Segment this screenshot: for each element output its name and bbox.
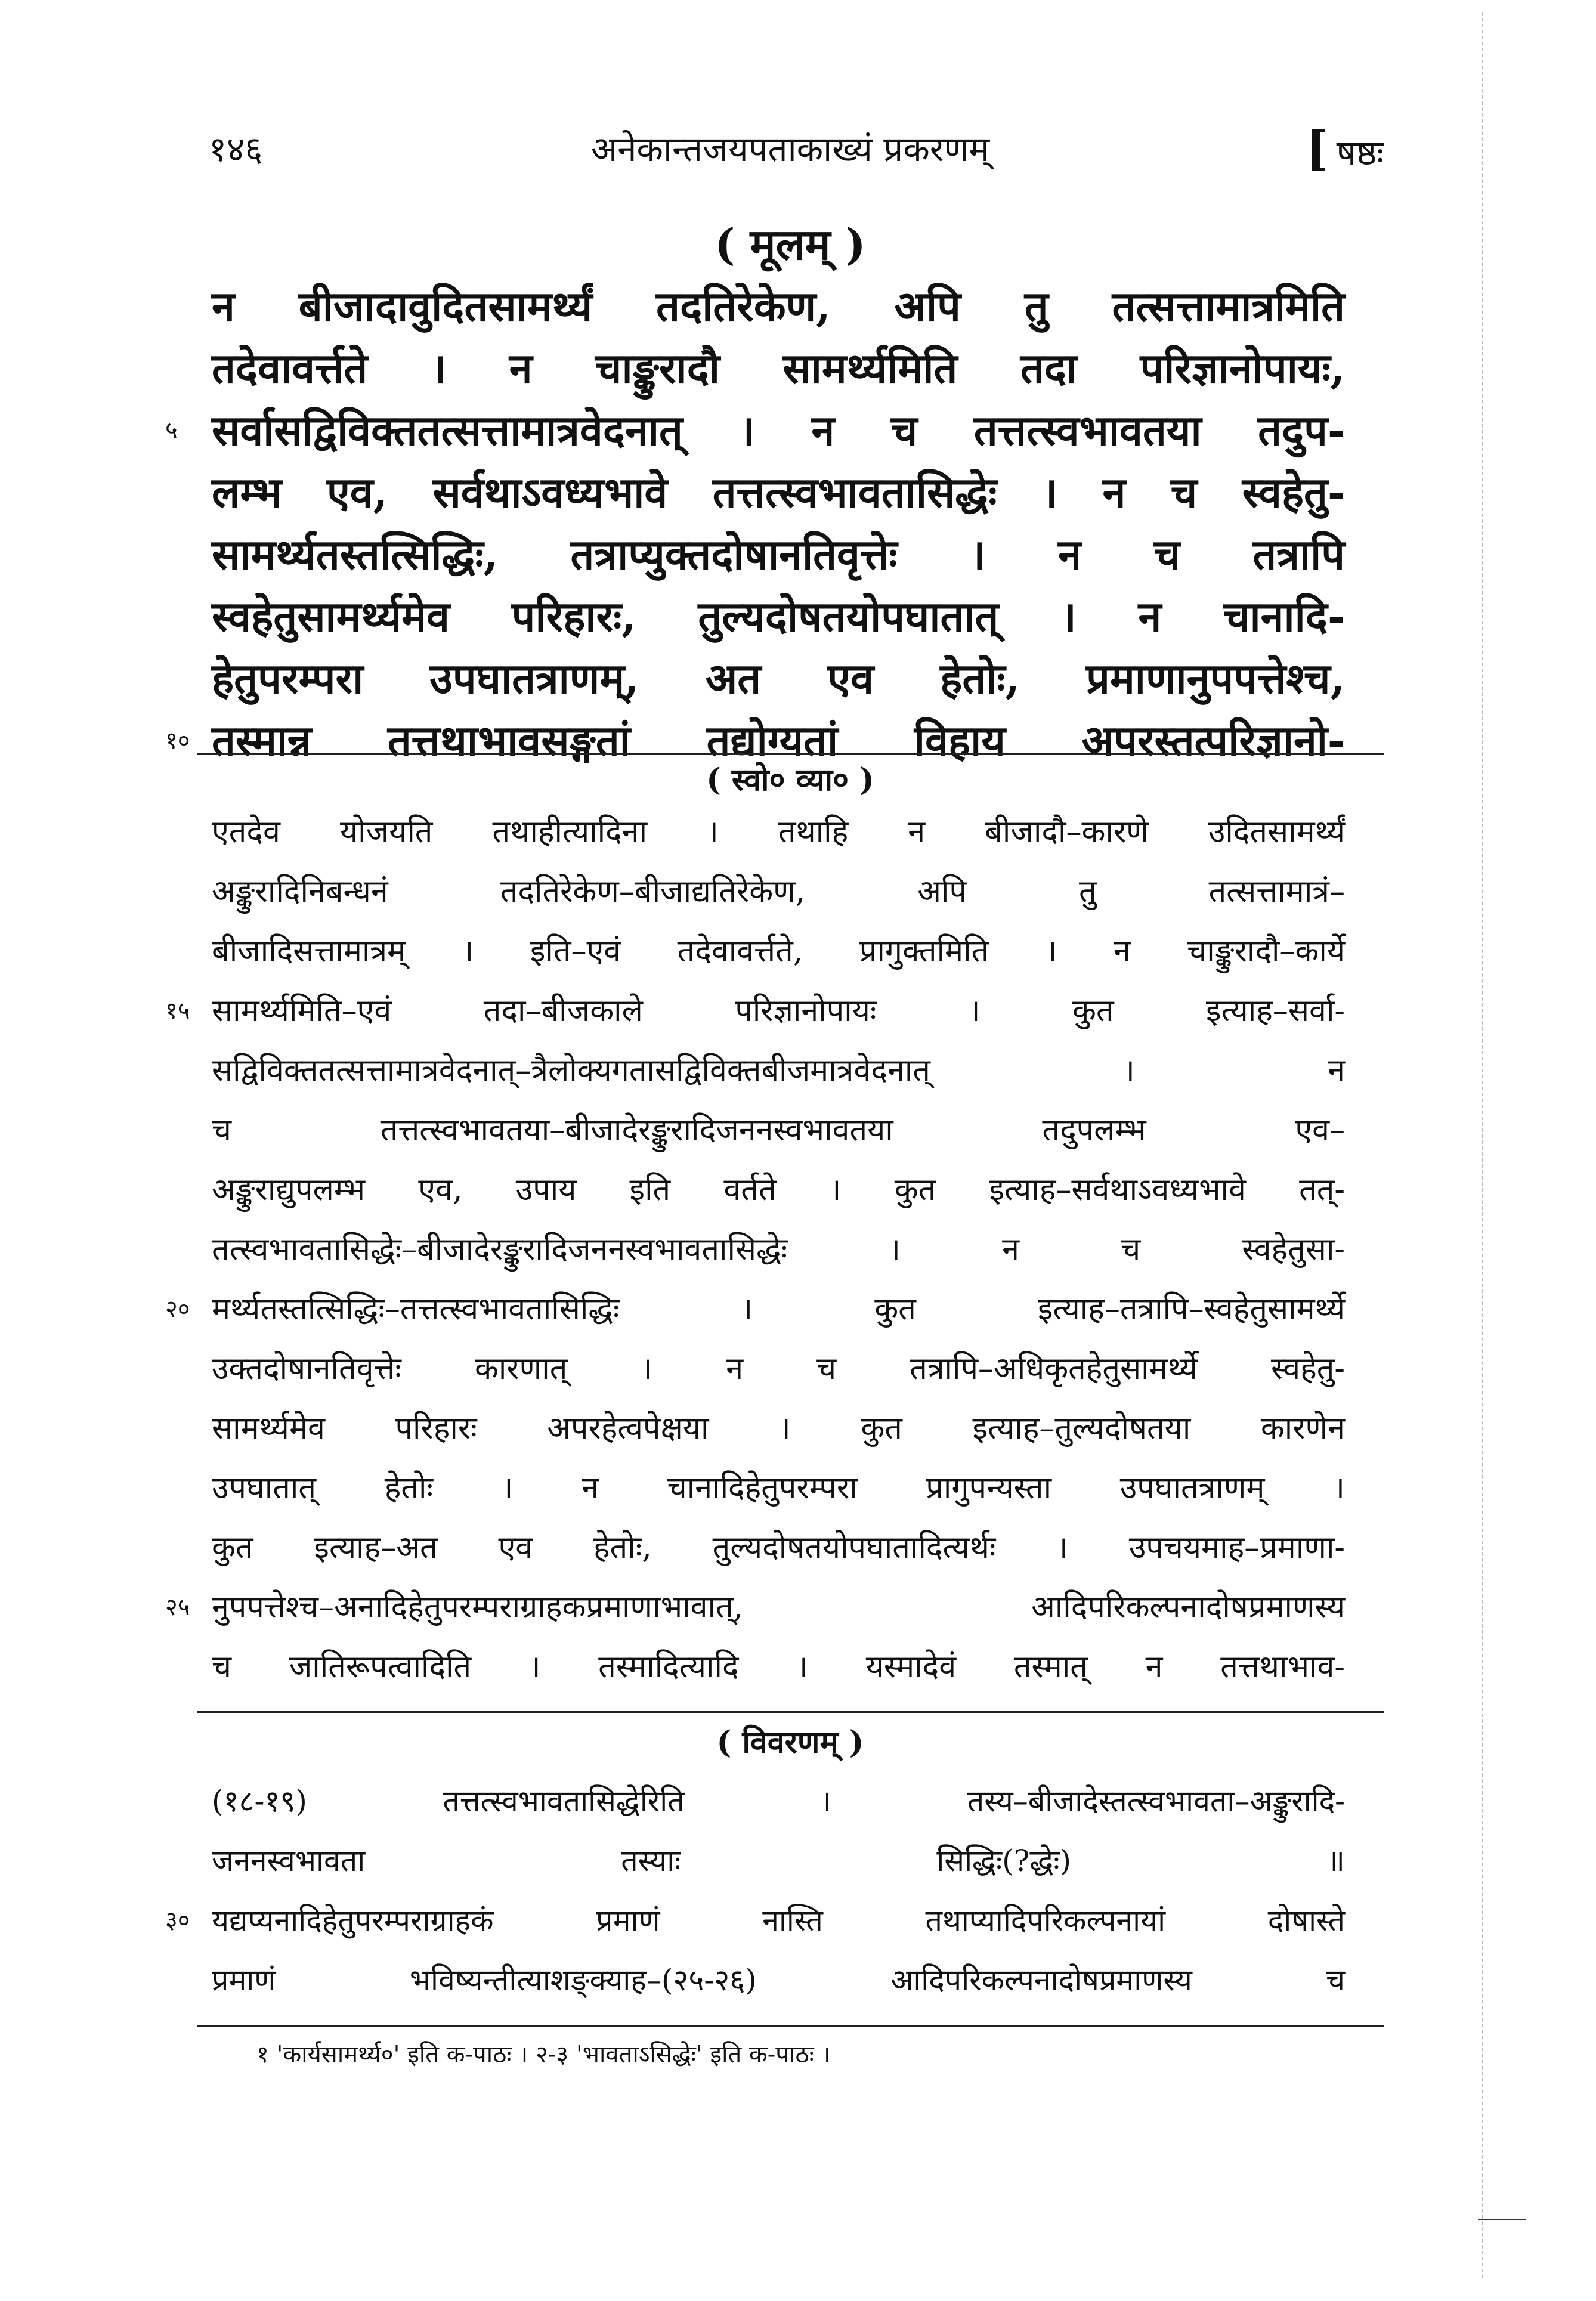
line-text: सामर्थ्यमिति–एवं तदा–बीजकाले परिज्ञानोपायः । कुत इत्याह–सर्वा- (212, 993, 1345, 1029)
line-text: च तत्तत्स्वभावतया–बीजादेरङ्कुरादिजननस्वभावतया तदुपलम्भ एव– (212, 1112, 1345, 1148)
line-number: २० (165, 1295, 190, 1323)
line-text: मर्थ्यतस्तत्सिद्धिः–तत्तत्स्वभावतासिद्धिः । कुत इत्याह–तत्रापि–स्वहेतुसामर्थ्ये (212, 1291, 1345, 1327)
edge-mark (1478, 2219, 1526, 2220)
text-line (212, 524, 1345, 586)
line-text: कुत इत्याह–अत एव हेतोः, तुल्यदोषतयोपघातादित्यर्थः । उपचयमाह–प्रमाणा- (212, 1530, 1345, 1566)
line-text: सर्वासद्विविक्ततत्सत्तामात्रवेदनात् । न च तत्तत्स्वभावतया तदुप- (212, 406, 1345, 455)
vivaranam-heading: ( विवरणम् ) (716, 1724, 864, 1761)
line-number: ५ (165, 417, 178, 444)
text-line (212, 276, 1345, 338)
text-line (165, 1891, 1345, 1950)
text-line (212, 1100, 1345, 1160)
text-line (212, 1831, 1345, 1891)
text-line (165, 1279, 1345, 1339)
text-line (212, 1637, 1345, 1697)
vivaranam-commentary (165, 1771, 1345, 2010)
text-line (212, 338, 1345, 400)
page-number: १४६ (209, 129, 263, 169)
line-text: प्रमाणं भविष्यन्तीत्याशङ्क्याह–(२५-२६) आदिपरिकल्पनादोषप्रमाणस्य च (212, 1963, 1345, 1997)
line-number: १० (165, 727, 190, 754)
section-divider (197, 753, 1384, 755)
line-text: तदेवावर्त्तते । न चाङ्कुरादौ सामर्थ्यमिति तदा परिज्ञानोपायः, (212, 344, 1345, 393)
chapter-bracket: [ (1306, 122, 1328, 176)
footnote-divider (197, 2025, 1384, 2027)
svopajna-commentary (165, 802, 1345, 1697)
mool-text (165, 276, 1345, 772)
text-line (212, 862, 1345, 921)
svopajna-heading: ( स्वो० व्या० ) (706, 762, 874, 798)
line-text: उक्तदोषानतिवृत्तेः कारणात् । न च तत्रापि–अधिकृतहेतुसामर्थ्ये स्वहेतु- (212, 1351, 1345, 1387)
page-edge (1482, 12, 1483, 2278)
text-line (212, 1160, 1345, 1220)
text-line (165, 400, 1345, 462)
line-text: उपघातात् हेतोः । न चानादिहेतुपरम्परा प्रागुपन्यस्ता उपघातत्राणम् । (212, 1470, 1345, 1506)
text-line (212, 802, 1345, 862)
text-line (212, 462, 1345, 524)
line-number: २५ (165, 1594, 190, 1621)
line-text: बीजादिसत्तामात्रम् । इति–एवं तदेवावर्त्तते, प्रागुक्तमिति । न चाङ्कुरादौ–कार्ये (212, 933, 1345, 969)
line-text: हेतुपरम्परा उपघातत्राणम्, अत एव हेतोः, प्रमाणानुपपत्तेश्च, (212, 654, 1345, 703)
line-text: जननस्वभावता तस्याः सिद्धिः(?द्धेः) ॥ (212, 1844, 1345, 1878)
chapter-label (1306, 122, 1384, 180)
line-text: स्वहेतुसामर्थ्यमेव परिहारः, तुल्यदोषतयोपघातात् । न चानादि- (212, 592, 1345, 641)
text-line (212, 1041, 1345, 1100)
line-number: १५ (165, 997, 190, 1025)
text-line (212, 648, 1345, 710)
line-text: तस्मान्न तत्तथाभावसङ्गतां तद्योग्यतां विहाय अपरस्तत्परिज्ञानो- (212, 716, 1345, 765)
text-line (212, 1220, 1345, 1279)
line-text: न बीजादावुदितसामर्थ्यं तदतिरेकेण, अपि तु तत्सत्तामात्रमिति (212, 282, 1345, 331)
text-line (212, 921, 1345, 981)
line-text: एतदेव योजयति तथाहीत्यादिना । तथाहि न बीजादौ–कारणे उदितसामर्थ्यं (212, 814, 1345, 850)
text-line (212, 1771, 1345, 1831)
running-title: अनेकान्तजयपताकाख्यं प्रकरणम् (590, 129, 990, 169)
line-text: सद्विविक्ततत्सत्तामात्रवेदनात्–त्रैलोक्यगतासद्विविक्तबीजमात्रवेदनात् । न (212, 1053, 1345, 1088)
section-divider (197, 1711, 1384, 1713)
line-number: ३० (165, 1907, 190, 1934)
text-line (212, 1339, 1345, 1399)
line-text: लम्भ एव, सर्वथाऽवध्यभावे तत्तत्स्वभावतासिद्धेः । न च स्वहेतु- (212, 468, 1345, 517)
line-text: नुपपत्तेश्च–अनादिहेतुपरम्पराग्राहकप्रमाणाभावात्, आदिपरिकल्पनादोषप्रमाणस्य (212, 1589, 1345, 1625)
text-line (212, 1950, 1345, 2010)
line-text: (१८-१९) तत्तत्स्वभावतासिद्धेरिति । तस्य–बीजादेस्तत्स्वभावता–अङ्कुरादि- (212, 1784, 1345, 1818)
text-line (212, 1458, 1345, 1518)
chapter-name: षष्ठः (1336, 132, 1384, 173)
line-text: अङ्कुरादिनिबन्धनं तदतिरेकेण–बीजाद्यतिरेकेण, अपि तु तत्सत्तामात्रं– (212, 874, 1345, 910)
line-text: यद्यप्यनादिहेतुपरम्पराग्राहकं प्रमाणं नास्ति तथाप्यादिपरिकल्पनायां दोषास्ते (212, 1903, 1345, 1938)
line-text: अङ्कुराद्युपलम्भ एव, उपाय इति वर्तते । कुत इत्याह–सर्वथाऽवध्यभावे तत्- (212, 1172, 1345, 1208)
text-line (165, 981, 1345, 1041)
line-text: सामर्थ्यतस्तत्सिद्धिः, तत्राप्युक्तदोषानतिवृत्तेः । न च तत्रापि (212, 530, 1345, 579)
text-line (212, 586, 1345, 648)
text-line (212, 1518, 1345, 1578)
page-header (197, 122, 1384, 176)
line-text: तत्स्वभावतासिद्धेः–बीजादेरङ्कुरादिजननस्वभावतासिद्धेः । न च स्वहेतुसा- (212, 1232, 1345, 1267)
text-line (165, 1578, 1345, 1637)
line-text: च जातिरूपत्वादिति । तस्मादित्यादि । यस्मादेवं तस्मात् न तत्तथाभाव- (212, 1649, 1345, 1685)
footnote: १ 'कार्यसामर्थ्य०' इति क-पाठः । २-३ 'भावताऽसिद्धेः' इति क-पाठः । (256, 2041, 831, 2068)
line-text: सामर्थ्यमेव परिहारः अपरहेत्वपेक्षया । कुत इत्याह–तुल्यदोषतया कारणेन (212, 1411, 1345, 1446)
mool-heading: ( मूलम् ) (715, 219, 866, 270)
text-line (212, 1399, 1345, 1458)
